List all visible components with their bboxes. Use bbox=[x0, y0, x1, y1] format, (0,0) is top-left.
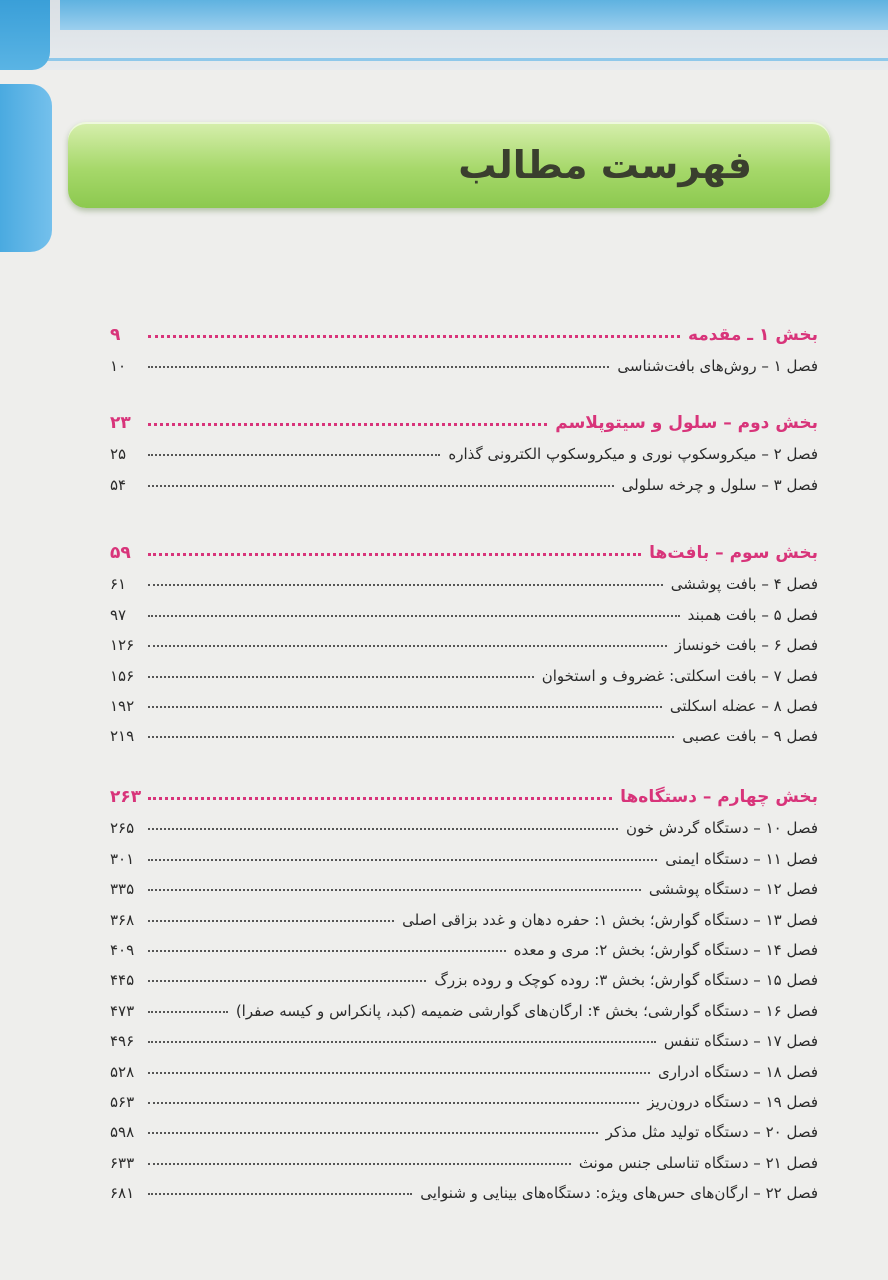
dot-leader bbox=[148, 859, 657, 861]
chapter-page-number: ۵۹۸ bbox=[110, 1123, 135, 1142]
toc-chapter-row[interactable] bbox=[110, 1111, 818, 1141]
title-banner bbox=[68, 122, 830, 208]
chapter-title: فصل ۶ – بافت خونساز bbox=[674, 636, 818, 655]
dot-leader bbox=[148, 950, 506, 952]
chapter-page-number: ۳۶۸ bbox=[110, 910, 135, 929]
dot-leader bbox=[148, 1011, 228, 1013]
chapter-title: فصل ۱۲ – دستگاه پوششی bbox=[648, 880, 818, 899]
dot-leader bbox=[148, 485, 614, 487]
toc-chapter-row[interactable] bbox=[110, 1020, 818, 1050]
dot-leader bbox=[148, 889, 641, 891]
chapter-title: فصل ۵ – بافت همبند bbox=[687, 605, 818, 624]
dot-leader bbox=[148, 706, 662, 708]
chapter-page-number: ۱۹۲ bbox=[110, 697, 135, 715]
chapter-title: فصل ۲ – میکروسکوپ نوری و میکروسکوپ الکترونی گذاره bbox=[448, 445, 818, 464]
dot-leader bbox=[148, 1041, 656, 1043]
toc-chapter-row[interactable] bbox=[110, 345, 818, 375]
chapter-page-number: ۲۵ bbox=[110, 445, 127, 464]
toc-chapter-row[interactable] bbox=[110, 1051, 818, 1081]
dot-leader bbox=[148, 645, 667, 647]
chapter-page-number: ۵۲۸ bbox=[110, 1062, 135, 1081]
toc-chapter-row[interactable] bbox=[110, 624, 818, 654]
chapter-page-number: ۴۰۹ bbox=[110, 941, 135, 959]
toc-chapter-row[interactable] bbox=[110, 594, 818, 624]
chapter-title: فصل ۲۲ – ارگان‌های حس‌های ویژه: دستگاه‌های بینایی و شنوایی bbox=[420, 1184, 818, 1203]
section-page-number: ۲۶۳ bbox=[110, 787, 142, 807]
dot-leader bbox=[148, 980, 426, 982]
section-page-number: ۹ bbox=[110, 325, 121, 345]
toc-chapter-row[interactable] bbox=[110, 433, 818, 463]
chapter-page-number: ۴۹۶ bbox=[110, 1032, 135, 1051]
toc-chapter-row[interactable] bbox=[110, 685, 818, 715]
dot-leader bbox=[148, 584, 663, 586]
chapter-page-number: ۳۰۱ bbox=[110, 849, 135, 868]
page-title: فهرست مطالب bbox=[458, 143, 752, 187]
chapter-title: فصل ۹ – بافت عصبی bbox=[682, 727, 818, 746]
chapter-page-number: ۵۴ bbox=[110, 475, 127, 494]
dot-leader bbox=[148, 615, 680, 617]
dot-leader bbox=[148, 1072, 650, 1074]
section-title: بخش دوم – سلول و سیتوپلاسم bbox=[555, 413, 818, 433]
dot-leader bbox=[148, 553, 641, 556]
chapter-title: فصل ۲۰ – دستگاه تولید مثل مذکر bbox=[605, 1123, 818, 1142]
chapter-title: فصل ۱۳ – دستگاه گوارش؛ بخش ۱: حفره دهان و غدد بزاقی اصلی bbox=[402, 910, 818, 929]
chapter-title: فصل ۸ – عضله اسکلتی bbox=[669, 697, 818, 715]
toc-chapter-row[interactable] bbox=[110, 838, 818, 868]
toc-chapter-row[interactable] bbox=[110, 990, 818, 1020]
chapter-title: فصل ۱ – روش‌های بافت‌شناسی bbox=[617, 357, 818, 376]
chapter-title: فصل ۱۴ – دستگاه گوارش؛ بخش ۲: مری و معده bbox=[513, 941, 818, 959]
toc-chapter-row[interactable] bbox=[110, 464, 818, 494]
chapter-title: فصل ۱۸ – دستگاه ادراری bbox=[658, 1062, 818, 1081]
section-page-number: ۲۳ bbox=[110, 413, 131, 433]
chapter-page-number: ۴۷۳ bbox=[110, 1001, 135, 1020]
section-page-number: ۵۹ bbox=[110, 543, 131, 563]
dot-leader bbox=[148, 366, 609, 368]
toc-section-row[interactable] bbox=[110, 315, 818, 345]
chapter-page-number: ۱۲۶ bbox=[110, 636, 135, 655]
toc-chapter-row[interactable] bbox=[110, 868, 818, 898]
chapter-page-number: ۲۱۹ bbox=[110, 727, 135, 746]
toc-chapter-row[interactable] bbox=[110, 655, 818, 685]
chapter-title: فصل ۷ – بافت اسکلتی: غضروف و استخوان bbox=[541, 666, 818, 685]
toc-chapter-row[interactable] bbox=[110, 1142, 818, 1172]
chapter-page-number: ۲۶۵ bbox=[110, 819, 135, 838]
dot-leader bbox=[148, 920, 394, 922]
dot-leader bbox=[148, 1163, 571, 1165]
toc-chapter-row[interactable] bbox=[110, 929, 818, 959]
section-title: بخش ۱ ـ مقدمه bbox=[687, 325, 818, 345]
page-header-band bbox=[0, 0, 888, 70]
dot-leader bbox=[148, 736, 674, 738]
toc-chapter-row[interactable] bbox=[110, 715, 818, 745]
chapter-page-number: ۳۳۵ bbox=[110, 880, 135, 899]
chapter-page-number: ۱۰ bbox=[110, 357, 127, 376]
chapter-page-number: ۵۶۳ bbox=[110, 1093, 135, 1111]
toc-chapter-row[interactable] bbox=[110, 563, 818, 593]
toc-chapter-row[interactable] bbox=[110, 899, 818, 929]
side-thumb-tab bbox=[0, 84, 52, 252]
chapter-page-number: ۹۷ bbox=[110, 605, 127, 624]
chapter-page-number: ۶۱ bbox=[110, 575, 127, 594]
section-title: بخش سوم – بافت‌ها bbox=[649, 543, 818, 563]
dot-leader bbox=[148, 797, 612, 800]
chapter-title: فصل ۴ – بافت پوششی bbox=[670, 575, 818, 594]
chapter-page-number: ۶۳۳ bbox=[110, 1153, 135, 1172]
toc-chapter-row[interactable] bbox=[110, 1081, 818, 1111]
chapter-title: فصل ۱۱ – دستگاه ایمنی bbox=[665, 849, 818, 868]
dot-leader bbox=[148, 676, 534, 678]
header-divider-line bbox=[0, 58, 888, 61]
chapter-title: فصل ۲۱ – دستگاه تناسلی جنس مونث bbox=[578, 1153, 818, 1172]
chapter-title: فصل ۳ – سلول و چرخه سلولی bbox=[621, 475, 818, 494]
dot-leader bbox=[148, 1193, 412, 1195]
chapter-title: فصل ۱۹ – دستگاه درون‌ریز bbox=[647, 1093, 818, 1111]
dot-leader bbox=[148, 454, 440, 456]
chapter-title: فصل ۱۵ – دستگاه گوارش؛ بخش ۳: روده کوچک و روده بزرگ bbox=[434, 971, 818, 990]
dot-leader bbox=[148, 1132, 598, 1134]
chapter-title: فصل ۱۷ – دستگاه تنفس bbox=[663, 1032, 818, 1051]
corner-tab bbox=[0, 0, 50, 70]
section-title: بخش چهارم – دستگاه‌ها bbox=[620, 787, 818, 807]
toc-chapter-row[interactable] bbox=[110, 1172, 818, 1202]
chapter-title: فصل ۱۶ – دستگاه گوارشی؛ بخش ۴: ارگان‌های گوارشی ضمیمه (کبد، پانکراس و کیسه صفرا) bbox=[235, 1001, 818, 1020]
dot-leader bbox=[148, 423, 547, 426]
dot-leader bbox=[148, 828, 618, 830]
dot-leader bbox=[148, 335, 680, 338]
chapter-title: فصل ۱۰ – دستگاه گردش خون bbox=[626, 819, 818, 838]
dot-leader bbox=[148, 1102, 639, 1104]
toc-chapter-row[interactable] bbox=[110, 959, 818, 989]
chapter-page-number: ۱۵۶ bbox=[110, 666, 135, 685]
toc-section-row[interactable] bbox=[110, 777, 818, 807]
header-blue-strip bbox=[60, 0, 888, 30]
chapter-page-number: ۶۸۱ bbox=[110, 1184, 135, 1203]
toc-section-row[interactable] bbox=[110, 533, 818, 563]
toc-chapter-row[interactable] bbox=[110, 807, 818, 837]
toc-section-row[interactable] bbox=[110, 403, 818, 433]
chapter-page-number: ۴۴۵ bbox=[110, 971, 135, 990]
